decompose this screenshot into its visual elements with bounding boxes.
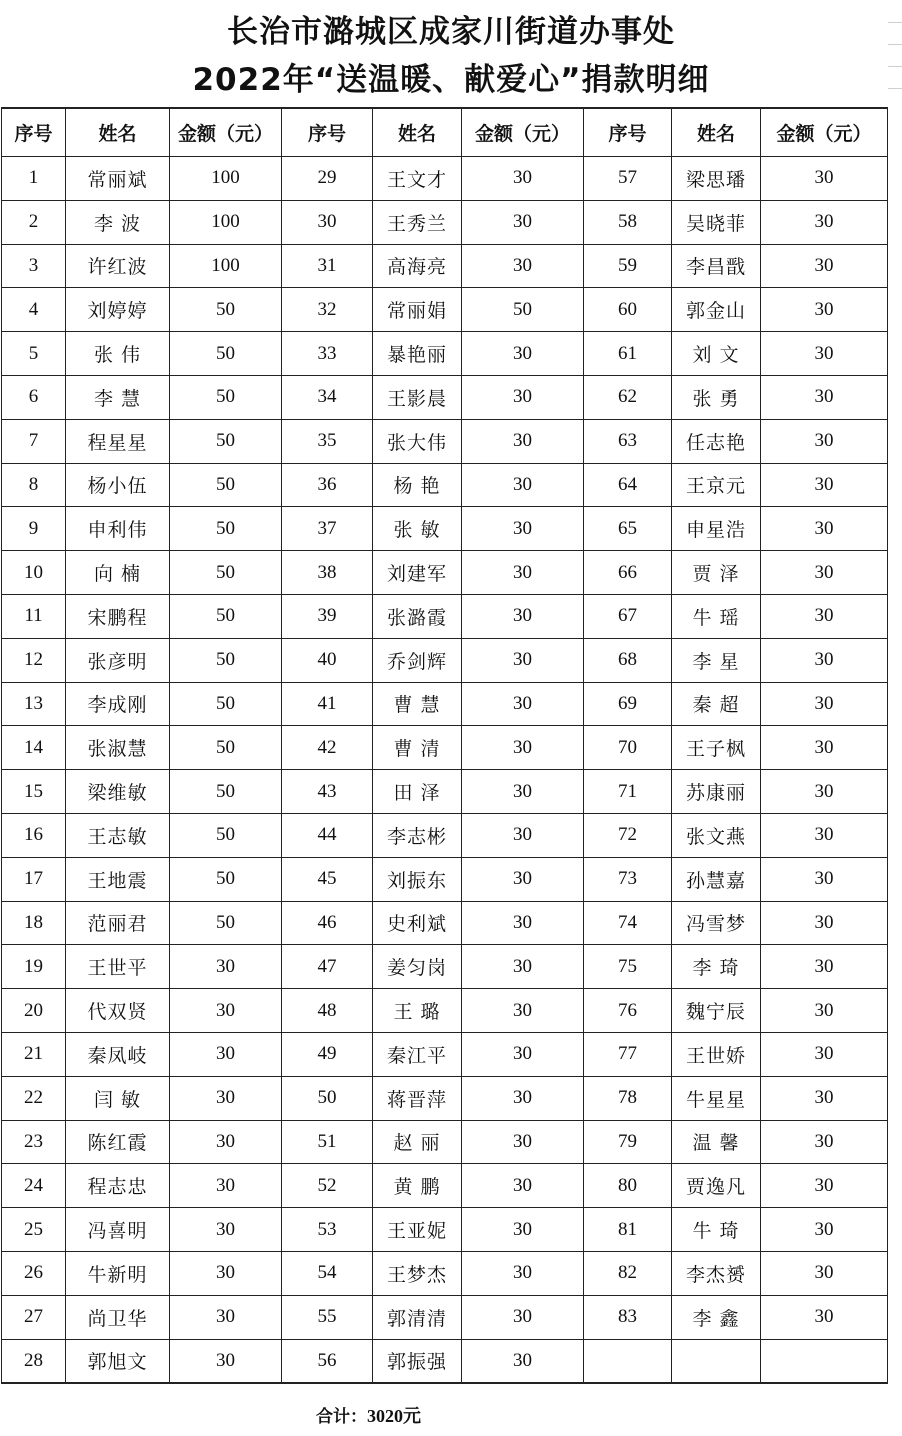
donor-number: 59: [584, 244, 672, 288]
donor-amount: 50: [170, 332, 282, 376]
total-line: [316, 1402, 421, 1428]
donor-number: 33: [282, 332, 373, 376]
donor-amount: 30: [761, 244, 888, 288]
donor-number: 62: [584, 375, 672, 419]
donor-amount: 30: [462, 1120, 584, 1164]
donor-number: 75: [584, 945, 672, 989]
donor-number: 32: [282, 288, 373, 332]
donor-amount: 30: [170, 989, 282, 1033]
donor-name: 曹 慧: [373, 682, 462, 726]
donor-number: 66: [584, 551, 672, 595]
donor-number: 82: [584, 1251, 672, 1295]
donor-number: 2: [2, 200, 66, 244]
donor-number: 47: [282, 945, 373, 989]
donor-number: 3: [2, 244, 66, 288]
table-header-row: [2, 108, 888, 157]
donor-number: 5: [2, 332, 66, 376]
donor-amount: 30: [170, 1339, 282, 1383]
donor-name: 闫 敏: [66, 1076, 170, 1120]
donor-name: 郭旭文: [66, 1339, 170, 1383]
donor-number: 70: [584, 726, 672, 770]
donor-number: 60: [584, 288, 672, 332]
donor-amount: 30: [761, 288, 888, 332]
donor-amount: 30: [462, 1339, 584, 1383]
table-row: [2, 989, 888, 1033]
donor-amount: 100: [170, 157, 282, 201]
table-row: [2, 1339, 888, 1383]
table-row: [2, 726, 888, 770]
donor-number: 50: [282, 1076, 373, 1120]
donor-amount: 30: [462, 682, 584, 726]
donor-amount: 30: [761, 1076, 888, 1120]
donor-amount: 30: [761, 463, 888, 507]
donor-amount: 50: [170, 375, 282, 419]
table-row: [2, 463, 888, 507]
donor-amount: 30: [761, 945, 888, 989]
table-row: [2, 1295, 888, 1339]
header-no: 序号: [2, 108, 66, 157]
table-row: [2, 1208, 888, 1252]
donor-number: 4: [2, 288, 66, 332]
table-row: [2, 244, 888, 288]
donor-name: 苏康丽: [672, 770, 761, 814]
donor-number: 22: [2, 1076, 66, 1120]
donor-name: 申利伟: [66, 507, 170, 551]
donor-number: 34: [282, 375, 373, 419]
donor-amount: 50: [170, 507, 282, 551]
donor-name: 王地震: [66, 857, 170, 901]
donor-amount: 30: [170, 1120, 282, 1164]
donor-number: 49: [282, 1032, 373, 1076]
table-row: [2, 901, 888, 945]
donor-name: 乔剑辉: [373, 638, 462, 682]
donor-number: 65: [584, 507, 672, 551]
donor-name: 代双贤: [66, 989, 170, 1033]
donor-number: 24: [2, 1164, 66, 1208]
donor-amount: 30: [761, 813, 888, 857]
donor-amount: 30: [462, 726, 584, 770]
donor-number: 55: [282, 1295, 373, 1339]
donor-number: 46: [282, 901, 373, 945]
donor-amount: 30: [170, 1251, 282, 1295]
donor-name: 蒋晋萍: [373, 1076, 462, 1120]
donor-name: 李昌戬: [672, 244, 761, 288]
donor-amount: 50: [170, 770, 282, 814]
donor-number: 76: [584, 989, 672, 1033]
donor-number: 6: [2, 375, 66, 419]
donor-name: 牛 琦: [672, 1208, 761, 1252]
table-row: [2, 419, 888, 463]
donor-amount: 50: [170, 638, 282, 682]
donor-amount: 50: [170, 594, 282, 638]
table-row: [2, 1076, 888, 1120]
donor-number: 25: [2, 1208, 66, 1252]
donor-number: 30: [282, 200, 373, 244]
donor-amount: 50: [170, 682, 282, 726]
donor-number: 78: [584, 1076, 672, 1120]
donor-name: 秦江平: [373, 1032, 462, 1076]
donor-amount: 50: [170, 551, 282, 595]
donor-name: 赵 丽: [373, 1120, 462, 1164]
donor-number: 52: [282, 1164, 373, 1208]
donor-number: 7: [2, 419, 66, 463]
donor-amount: 30: [761, 1164, 888, 1208]
donor-number: 1: [2, 157, 66, 201]
donor-name: 刘振东: [373, 857, 462, 901]
donor-name: 杨小伍: [66, 463, 170, 507]
donor-name: 梁维敏: [66, 770, 170, 814]
header-amount: 金额（元）: [170, 108, 282, 157]
donor-amount: 30: [462, 200, 584, 244]
document-subtitle: 2022年“送温暖、献爱心”捐款明细: [192, 62, 710, 98]
donor-name: 王亚妮: [373, 1208, 462, 1252]
donor-name: 牛新明: [66, 1251, 170, 1295]
donor-number: 48: [282, 989, 373, 1033]
donor-name: 程志忠: [66, 1164, 170, 1208]
donor-name: 李志彬: [373, 813, 462, 857]
donor-number: 45: [282, 857, 373, 901]
donor-number: 17: [2, 857, 66, 901]
donor-name: 王梦杰: [373, 1251, 462, 1295]
donor-name: 张潞霞: [373, 594, 462, 638]
donor-number: 18: [2, 901, 66, 945]
donor-amount: 30: [462, 157, 584, 201]
donor-number: 27: [2, 1295, 66, 1339]
table-row: [2, 200, 888, 244]
donor-name: 牛星星: [672, 1076, 761, 1120]
donor-name: 常丽娟: [373, 288, 462, 332]
donor-amount: 30: [761, 726, 888, 770]
donor-name: 王志敏: [66, 813, 170, 857]
donor-amount: 30: [462, 332, 584, 376]
donor-name: 李 慧: [66, 375, 170, 419]
donor-name: 张淑慧: [66, 726, 170, 770]
donor-amount: 30: [462, 1076, 584, 1120]
donor-amount: 50: [170, 726, 282, 770]
donor-name: 温 馨: [672, 1120, 761, 1164]
table-row: [2, 375, 888, 419]
header-amount: 金额（元）: [761, 108, 888, 157]
donor-name: 范丽君: [66, 901, 170, 945]
donor-number: 16: [2, 813, 66, 857]
donor-name: 郭清清: [373, 1295, 462, 1339]
table-row: [2, 813, 888, 857]
table-row: [2, 1164, 888, 1208]
donor-amount: 30: [761, 901, 888, 945]
donor-name: 暴艳丽: [373, 332, 462, 376]
donor-number: 23: [2, 1120, 66, 1164]
donor-amount: 30: [761, 1120, 888, 1164]
donor-name: 常丽斌: [66, 157, 170, 201]
donor-number: 20: [2, 989, 66, 1033]
header-no: 序号: [584, 108, 672, 157]
donor-amount: 50: [170, 288, 282, 332]
donor-number: 74: [584, 901, 672, 945]
donor-amount: 30: [462, 989, 584, 1033]
donor-amount: 30: [462, 1164, 584, 1208]
donor-name: 曹 清: [373, 726, 462, 770]
donor-name: 张文燕: [672, 813, 761, 857]
donor-amount: 30: [761, 332, 888, 376]
donor-number: 64: [584, 463, 672, 507]
donor-number: 29: [282, 157, 373, 201]
table-row: [2, 1120, 888, 1164]
donor-name: 姜匀岗: [373, 945, 462, 989]
donor-name: 杨 艳: [373, 463, 462, 507]
document-title: 长治市潞城区成家川街道办事处: [227, 14, 675, 50]
donor-number: 67: [584, 594, 672, 638]
donor-name: 尚卫华: [66, 1295, 170, 1339]
table-row: [2, 1032, 888, 1076]
donor-name: 王世平: [66, 945, 170, 989]
donor-amount: 50: [170, 463, 282, 507]
table-body: [2, 157, 888, 1384]
donor-name: 秦 超: [672, 682, 761, 726]
donor-name: 王文才: [373, 157, 462, 201]
table-row: [2, 551, 888, 595]
donor-number: 79: [584, 1120, 672, 1164]
donor-number: 31: [282, 244, 373, 288]
donor-number: 61: [584, 332, 672, 376]
donor-number: 38: [282, 551, 373, 595]
donor-number: 69: [584, 682, 672, 726]
donor-name: 王秀兰: [373, 200, 462, 244]
donor-amount: 30: [170, 1032, 282, 1076]
donor-name: 李杰赟: [672, 1251, 761, 1295]
donor-amount: 30: [761, 770, 888, 814]
donor-amount: 30: [761, 594, 888, 638]
table-row: [2, 157, 888, 201]
donor-amount: 30: [761, 682, 888, 726]
donor-amount: 30: [761, 375, 888, 419]
donor-amount: 30: [170, 1076, 282, 1120]
donor-name: 吴晓菲: [672, 200, 761, 244]
donor-number: 57: [584, 157, 672, 201]
table-row: [2, 1251, 888, 1295]
donor-name: 郭金山: [672, 288, 761, 332]
donor-amount: 30: [462, 1295, 584, 1339]
donor-amount: 30: [462, 901, 584, 945]
donor-amount: 100: [170, 244, 282, 288]
donor-amount: 30: [761, 507, 888, 551]
donor-name: 王影晨: [373, 375, 462, 419]
donor-amount: 30: [462, 857, 584, 901]
donor-number: 51: [282, 1120, 373, 1164]
donor-number: 26: [2, 1251, 66, 1295]
donor-name: 贾逸凡: [672, 1164, 761, 1208]
table-row: [2, 638, 888, 682]
donor-amount: 50: [170, 857, 282, 901]
donor-name: 王 璐: [373, 989, 462, 1033]
donor-number: 58: [584, 200, 672, 244]
donor-number: 13: [2, 682, 66, 726]
donor-number: 28: [2, 1339, 66, 1383]
donor-number: 83: [584, 1295, 672, 1339]
donor-amount: 30: [462, 463, 584, 507]
total-value: 3020元: [367, 1406, 421, 1426]
donor-amount: 30: [462, 419, 584, 463]
donor-number: 10: [2, 551, 66, 595]
donor-number: 71: [584, 770, 672, 814]
table-row: [2, 770, 888, 814]
donor-number: [584, 1339, 672, 1383]
donor-amount: 30: [761, 1251, 888, 1295]
donor-name: 孙慧嘉: [672, 857, 761, 901]
donor-number: 8: [2, 463, 66, 507]
donor-name: 梁思璠: [672, 157, 761, 201]
donor-number: 37: [282, 507, 373, 551]
header-name: 姓名: [672, 108, 761, 157]
donor-amount: 30: [462, 1251, 584, 1295]
donor-name: 李 波: [66, 200, 170, 244]
donor-name: 冯雪梦: [672, 901, 761, 945]
header-amount: 金额（元）: [462, 108, 584, 157]
donor-number: 73: [584, 857, 672, 901]
donor-number: 54: [282, 1251, 373, 1295]
donor-number: 19: [2, 945, 66, 989]
donor-name: 贾 泽: [672, 551, 761, 595]
total-label: 合计：: [316, 1407, 367, 1427]
donor-name: 魏宁辰: [672, 989, 761, 1033]
donor-amount: 50: [170, 813, 282, 857]
donor-number: 14: [2, 726, 66, 770]
donor-amount: 30: [170, 1295, 282, 1339]
donor-amount: 30: [462, 770, 584, 814]
donor-name: 李 鑫: [672, 1295, 761, 1339]
donor-name: 王子枫: [672, 726, 761, 770]
donor-name: 张 敏: [373, 507, 462, 551]
donor-name: 牛 瑶: [672, 594, 761, 638]
table-row: [2, 507, 888, 551]
donor-name: 刘建军: [373, 551, 462, 595]
donor-name: 宋鹏程: [66, 594, 170, 638]
donor-number: 11: [2, 594, 66, 638]
header-name: 姓名: [66, 108, 170, 157]
donor-amount: [761, 1339, 888, 1383]
donor-amount: 30: [462, 1208, 584, 1252]
donor-name: 王世娇: [672, 1032, 761, 1076]
donor-amount: 30: [462, 1032, 584, 1076]
donor-name: 许红波: [66, 244, 170, 288]
table-row: [2, 945, 888, 989]
donor-name: 申星浩: [672, 507, 761, 551]
donor-number: 21: [2, 1032, 66, 1076]
donor-number: 42: [282, 726, 373, 770]
donor-amount: 30: [462, 638, 584, 682]
donor-name: 史利斌: [373, 901, 462, 945]
table-row: [2, 682, 888, 726]
donor-number: 68: [584, 638, 672, 682]
donor-amount: 50: [170, 419, 282, 463]
donor-number: 43: [282, 770, 373, 814]
donor-amount: 30: [462, 507, 584, 551]
donor-amount: 50: [170, 901, 282, 945]
donor-number: 80: [584, 1164, 672, 1208]
donor-number: 9: [2, 507, 66, 551]
donor-name: 张 勇: [672, 375, 761, 419]
donor-name: 刘婷婷: [66, 288, 170, 332]
donor-amount: 30: [761, 857, 888, 901]
donor-name: 高海亮: [373, 244, 462, 288]
donor-name: 刘 文: [672, 332, 761, 376]
donor-name: 张 伟: [66, 332, 170, 376]
donor-amount: 30: [170, 1208, 282, 1252]
table-row: [2, 594, 888, 638]
donor-name: 黄 鹏: [373, 1164, 462, 1208]
donor-number: 72: [584, 813, 672, 857]
donor-amount: 30: [761, 638, 888, 682]
donor-amount: 30: [462, 594, 584, 638]
donor-amount: 30: [761, 200, 888, 244]
donor-number: 56: [282, 1339, 373, 1383]
donor-number: 15: [2, 770, 66, 814]
donor-name: [672, 1339, 761, 1383]
donor-amount: 30: [761, 1295, 888, 1339]
header-no: 序号: [282, 108, 373, 157]
donor-number: 41: [282, 682, 373, 726]
donor-amount: 30: [761, 157, 888, 201]
donor-amount: 30: [170, 945, 282, 989]
donor-name: 冯喜明: [66, 1208, 170, 1252]
donor-name: 李 琦: [672, 945, 761, 989]
donor-number: 36: [282, 463, 373, 507]
donor-number: 53: [282, 1208, 373, 1252]
donor-name: 郭振强: [373, 1339, 462, 1383]
donor-name: 李成刚: [66, 682, 170, 726]
donor-number: 40: [282, 638, 373, 682]
table-row: [2, 288, 888, 332]
donor-amount: 30: [761, 989, 888, 1033]
donor-amount: 30: [170, 1164, 282, 1208]
donor-amount: 30: [462, 375, 584, 419]
donor-amount: 30: [761, 1208, 888, 1252]
donor-number: 81: [584, 1208, 672, 1252]
donor-number: 12: [2, 638, 66, 682]
header-name: 姓名: [373, 108, 462, 157]
donor-name: 程星星: [66, 419, 170, 463]
donor-name: 陈红霞: [66, 1120, 170, 1164]
donor-amount: 30: [761, 419, 888, 463]
donor-amount: 30: [761, 551, 888, 595]
donor-name: 任志艳: [672, 419, 761, 463]
donor-number: 39: [282, 594, 373, 638]
donor-number: 77: [584, 1032, 672, 1076]
donor-name: 张彦明: [66, 638, 170, 682]
donor-amount: 100: [170, 200, 282, 244]
table-row: [2, 332, 888, 376]
donor-amount: 30: [462, 945, 584, 989]
donation-table: [1, 107, 888, 1384]
donor-number: 63: [584, 419, 672, 463]
donor-name: 王京元: [672, 463, 761, 507]
donor-amount: 30: [462, 244, 584, 288]
donor-amount: 30: [462, 813, 584, 857]
donor-name: 李 星: [672, 638, 761, 682]
donor-number: 44: [282, 813, 373, 857]
donor-name: 秦凤岐: [66, 1032, 170, 1076]
donor-amount: 50: [462, 288, 584, 332]
donor-name: 张大伟: [373, 419, 462, 463]
table-row: [2, 857, 888, 901]
donor-name: 田 泽: [373, 770, 462, 814]
donor-amount: 30: [761, 1032, 888, 1076]
donor-number: 35: [282, 419, 373, 463]
donor-amount: 30: [462, 551, 584, 595]
donor-name: 向 楠: [66, 551, 170, 595]
